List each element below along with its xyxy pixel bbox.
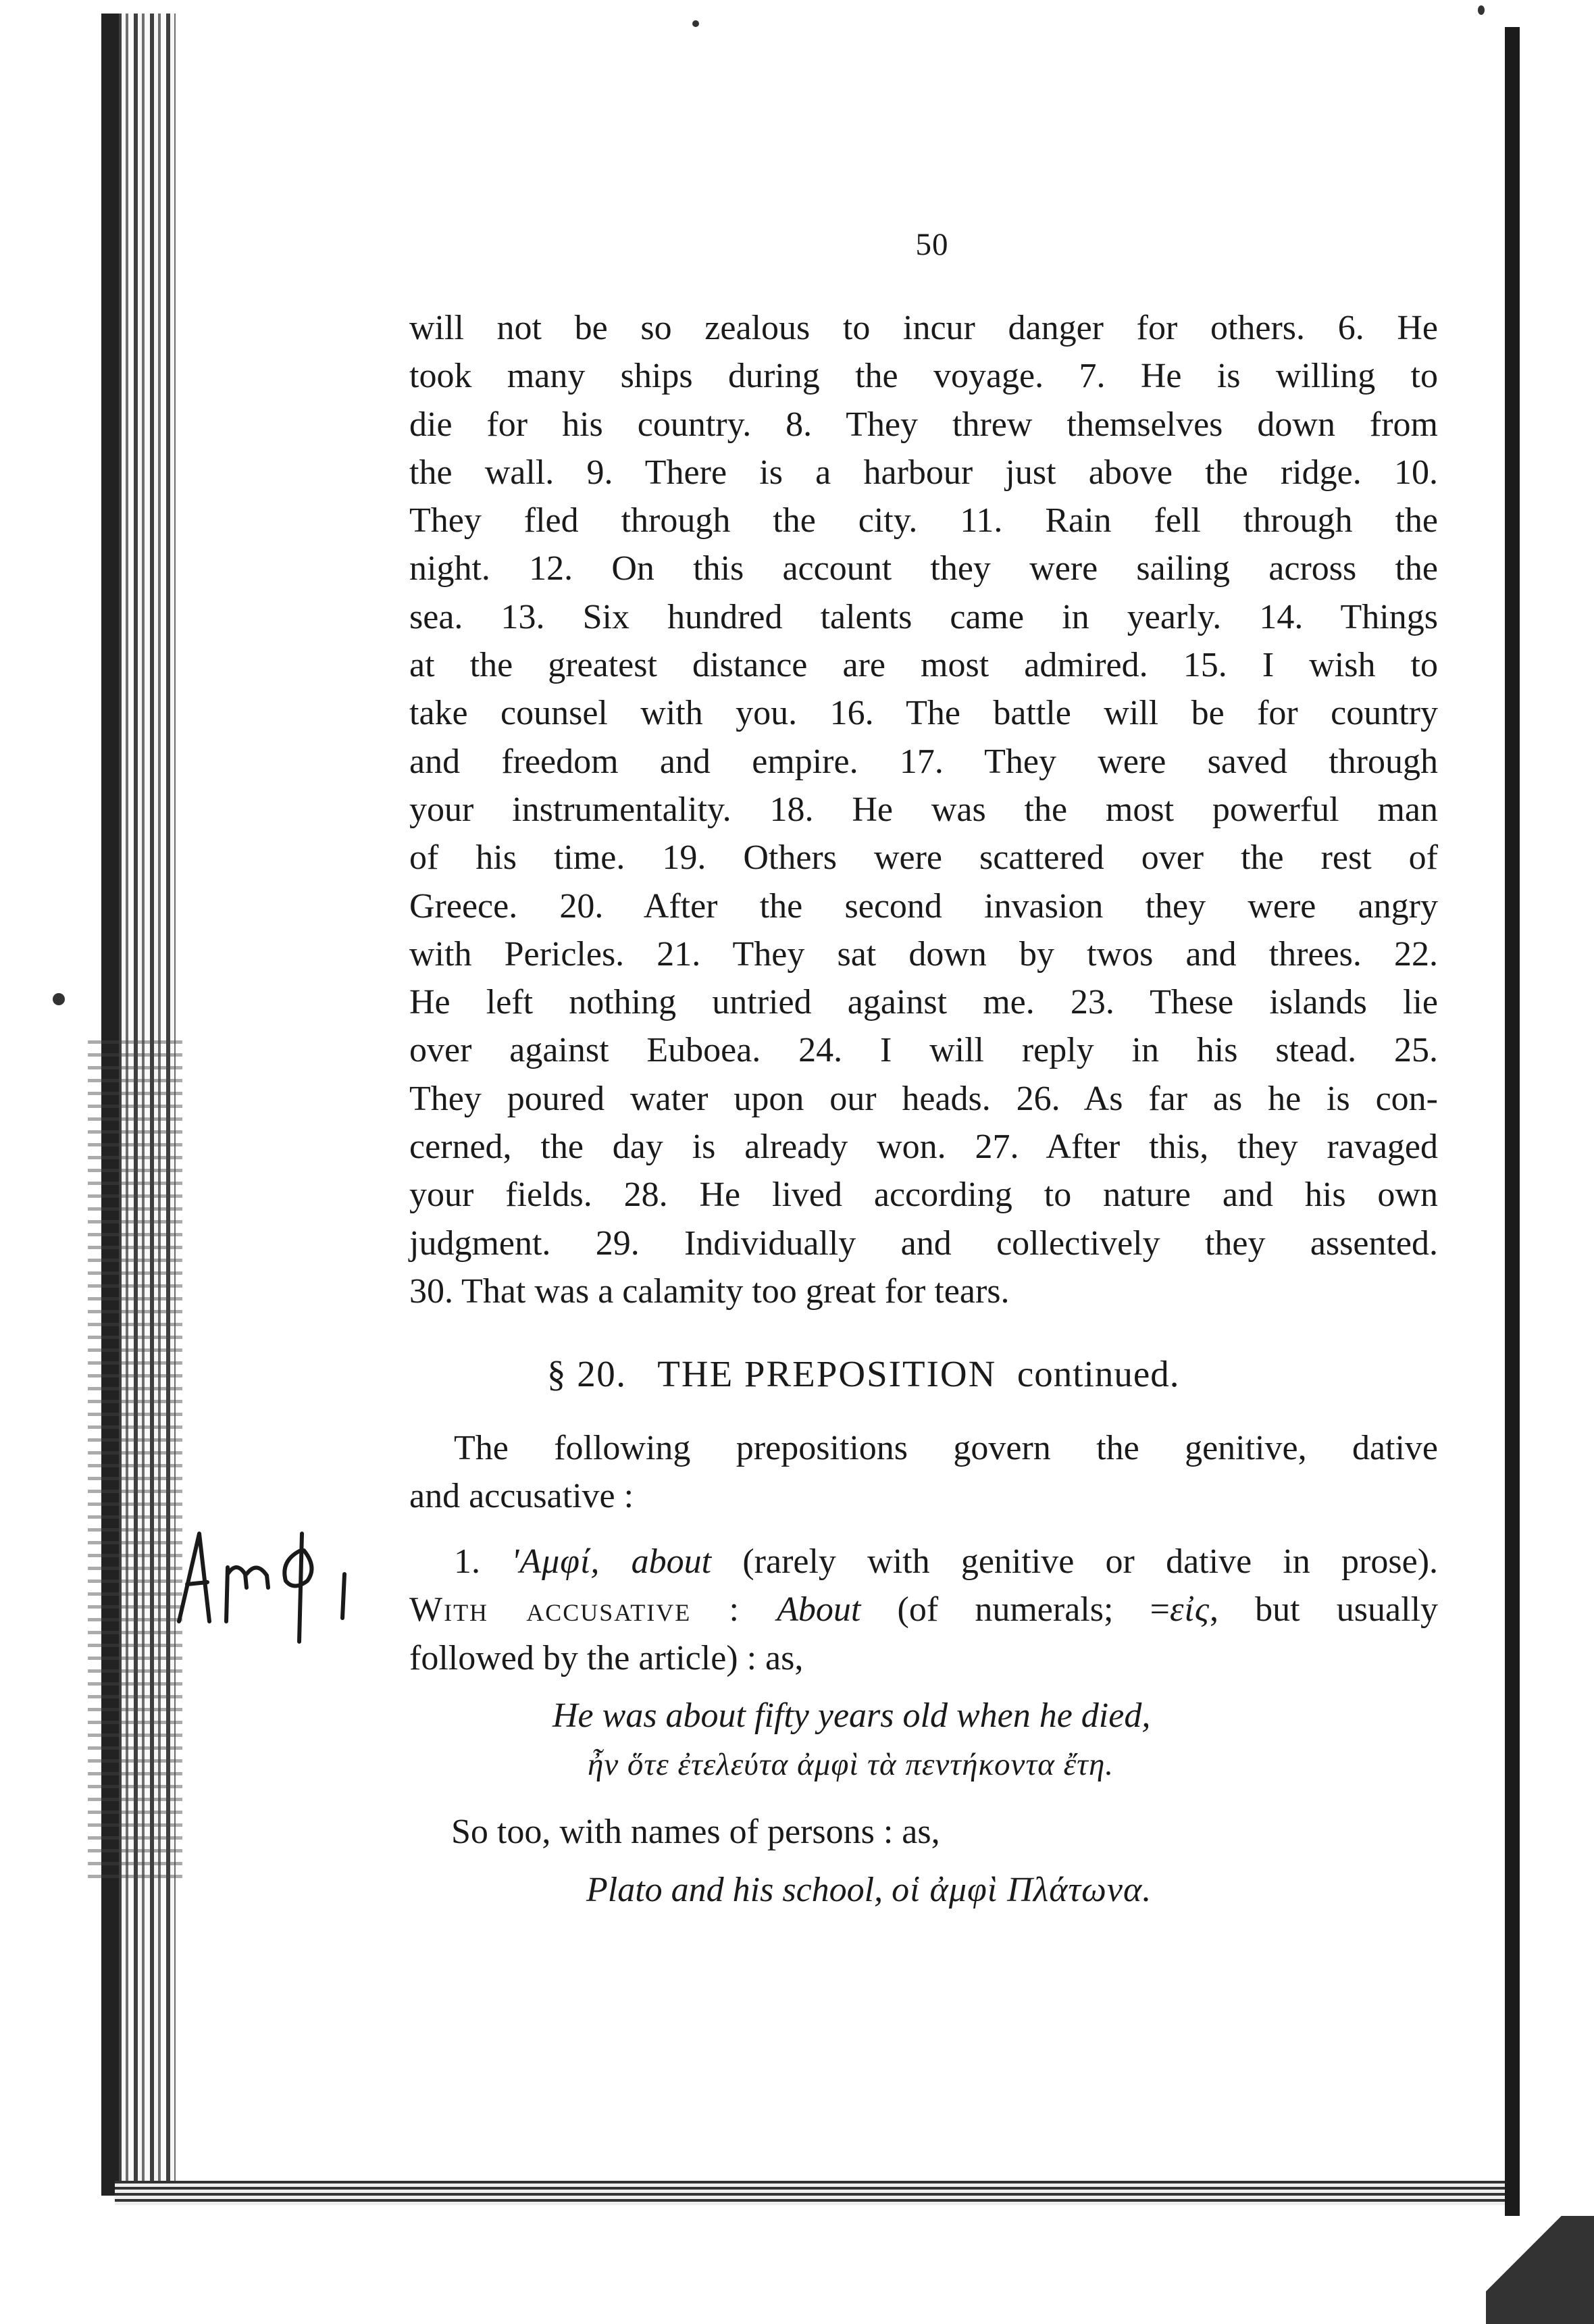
section-number: § 20. xyxy=(547,1353,627,1394)
text-line: took many ships during the voyage. 7. He is willing to xyxy=(409,357,1438,396)
text-line: your instrumentality. 18. He was the most powerful man xyxy=(409,790,1438,829)
text-line: and accusative : xyxy=(409,1477,634,1516)
text-line: sea. 13. Six hundred talents came in yearly. 14. Things xyxy=(409,597,1438,636)
text-line: They fled through the city. 11. Rain fell through the xyxy=(409,501,1438,540)
text-line: will not be so zealous to incur danger for others. 6. He xyxy=(409,309,1438,347)
section-heading xyxy=(547,1353,1425,1395)
english-headword: about xyxy=(631,1542,712,1581)
page-corner-shadow xyxy=(1486,2216,1594,2324)
greek-headword: 'Αμφί, xyxy=(511,1542,600,1581)
case-note-cont: , but usually xyxy=(1209,1590,1439,1630)
example-english-2: Plato and his school, xyxy=(586,1871,883,1909)
text-line: cerned, the day is already won. 27. After this, they ravaged xyxy=(409,1128,1438,1167)
text-line: over against Euboea. 24. I will reply in his stead. 25. xyxy=(409,1031,1438,1070)
item-number: 1. xyxy=(454,1542,480,1581)
text-line: judgment. 29. Individually and collectively they assented. xyxy=(409,1223,1438,1263)
case-label: With accusative : xyxy=(409,1590,740,1630)
text-line: take counsel with you. 16. The battle will be for country xyxy=(409,694,1438,733)
section-title-suffix: continued. xyxy=(1017,1353,1180,1394)
intro-paragraph xyxy=(409,1424,1438,1521)
speck-top-right xyxy=(1478,5,1485,15)
section-title: THE PREPOSITION xyxy=(657,1353,997,1394)
example-english-1: He was about fifty years old when he died, xyxy=(552,1696,1151,1735)
speck-top xyxy=(692,20,699,27)
item-line-1 xyxy=(409,1538,1438,1586)
text-line: of his time. 19. Others were scattered over the rest of xyxy=(409,838,1438,878)
text-line: night. 12. On this account they were sailing across the xyxy=(409,549,1438,588)
text-line: with Pericles. 21. They sat down by twos and threes. 22. xyxy=(409,934,1438,974)
page-number: 50 xyxy=(915,227,949,262)
case-note-greek: εἰς xyxy=(1169,1590,1210,1630)
item-line-3: followed by the article) : as, xyxy=(409,1638,804,1677)
example-2 xyxy=(586,1870,1152,1910)
preposition-item-amphi xyxy=(409,1538,1438,1682)
text-line: your fields. 28. He lived according to nature and his own xyxy=(409,1176,1438,1215)
example-greek-2: οἱ ἀμφὶ Πλάτωνα. xyxy=(892,1871,1152,1909)
exercise-paragraph xyxy=(409,304,1438,1315)
text-line: Greece. 20. After the second invasion they were angry xyxy=(409,886,1438,926)
book-edge-bottom xyxy=(115,2181,1506,2205)
text-line: The following prepositions govern the genitive, dative xyxy=(454,1429,1438,1467)
text-line: They poured water upon our heads. 26. As far as he is con- xyxy=(409,1079,1438,1118)
text-line: and freedom and empire. 17. They were saved through xyxy=(409,742,1438,781)
text-line: die for his country. 8. They threw themselves down from xyxy=(409,405,1438,444)
book-edge-right xyxy=(1505,27,1520,2277)
case-note: (of numerals; = xyxy=(897,1590,1170,1630)
margin-ink-smudges xyxy=(88,1040,182,1878)
case-meaning: About xyxy=(777,1590,861,1630)
example-greek-1: ἦν ὅτε ἐτελεύτα ἀμφὶ τὰ πεντήκοντα ἔτη. xyxy=(588,1747,1114,1782)
usage-note: (rarely with genitive or dative in prose). xyxy=(742,1542,1439,1581)
speck-left xyxy=(53,993,65,1005)
so-too-line: So too, with names of persons : as, xyxy=(451,1813,940,1851)
text-line: at the greatest distance are most admired. 15. I wish to xyxy=(409,646,1438,685)
handwritten-margin-note xyxy=(172,1520,375,1655)
text-line: the wall. 9. There is a harbour just above the ridge. 10. xyxy=(409,453,1438,492)
item-line-2 xyxy=(409,1586,1438,1634)
text-line: He left nothing untried against me. 23. These islands lie xyxy=(409,983,1438,1022)
text-line: 30. That was a calamity too great for tears. xyxy=(409,1271,1010,1311)
